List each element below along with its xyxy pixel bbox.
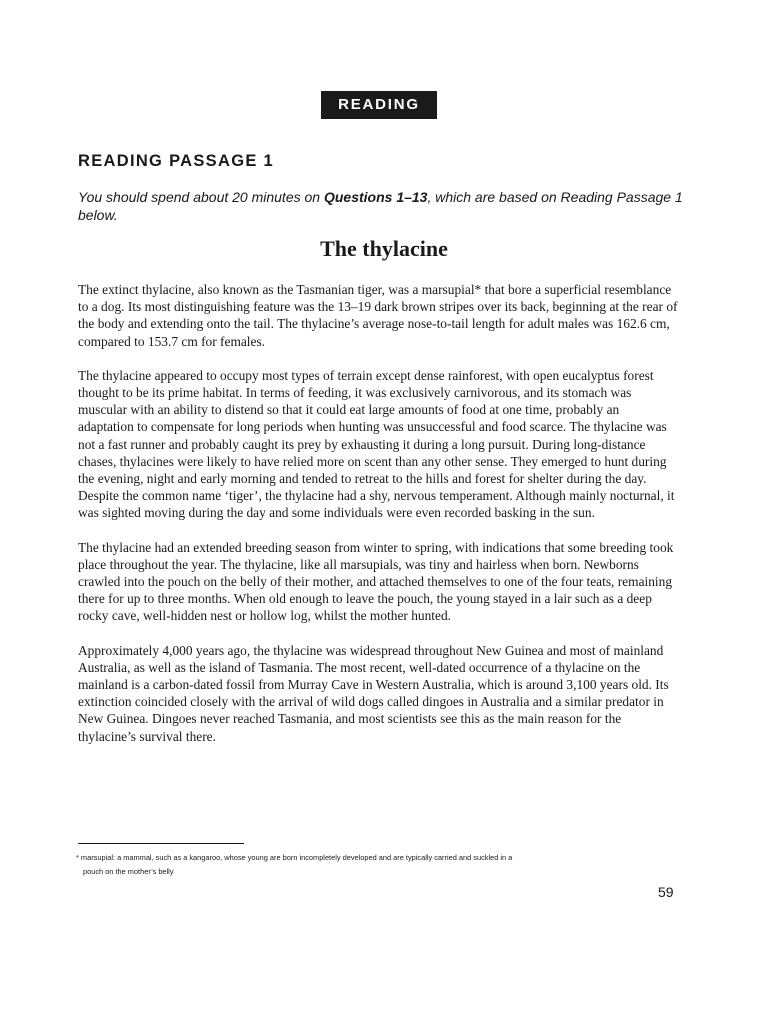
paragraph-1: The extinct thylacine, also known as the Tasmanian tiger, was a marsupial* that bore a superficial resemblance to a dog. Its most distinguishing feature was the 13–19 dark brown stripes over its back, beginning at the rear of the body and extending onto the tail. The thylacine’s average nose-to-tail length for adult males was 162.6 cm, compared to 153.7 cm for females. [78, 282, 678, 349]
passage-heading: READING PASSAGE 1 [78, 152, 274, 170]
instructions-text-2: , which are based on Reading Passage 1 below. [78, 189, 683, 223]
article-title: The thylacine [320, 236, 448, 261]
paragraph-2: The thylacine appeared to occupy most types of terrain except dense rainforest, with open eucalyptus forest thought to be its prime habitat. In terms of feeding, it was exclusively carnivorous, and its stomach was muscular with an ability to distend so that it could eat large amounts of food at one time, probably an adaptation to compensate for long periods when hunting was unsuccessful and food scarce. The thylacine was not a fast runner and probably caught its prey by exhausting it during a long pursuit. During long-distance chases, thylacines were likely to have relied more on scent than any other sense. They emerged to hunt during the evening, night and early morning and tended to retreat to the hills and forest for shelter during the day. Despite the common name ‘tiger’, the thylacine had a shy, nervous temperament. Although mainly nocturnal, it was sighted moving during the day and some individuals were even recorded basking in the sun. [78, 367, 675, 521]
paragraph-4: Approximately 4,000 years ago, the thylacine was widespread throughout New Guinea and most of mainland Australia, as well as the island of Tasmania. The most recent, well-dated occurrence of a thylacine on the mainland is a carbon-dated fossil from Murray Cave in Western Australia, which is around 3,100 years old. Its extinction coincided closely with the arrival of wild dogs called dingoes in Australia and a similar predator in New Guinea. Dingoes never reached Tasmania, and most scientists see this as the main reason for the thylacine’s survival there. [78, 642, 669, 744]
paragraph-3: The thylacine had an extended breeding season from winter to spring, with indications that some breeding took place throughout the year. The thylacine, like all marsupials, was tiny and hairless when born. Newborns crawled into the pouch on the belly of their mother, and attached themselves to one of the four teats, remaining there for up to three months. When old enough to leave the pouch, the young stayed in a lair such as a deep rocky cave, well-hidden nest or hollow log, whilst the mother hunted. [78, 539, 674, 624]
instructions-text-1: You should spend about 20 minutes on [78, 189, 324, 205]
footnote [76, 851, 676, 879]
footnote-line-1: * marsupial: a mammal, such as a kangaroo, whose young are born incompletely developed and are typically carried and suckled in a [76, 853, 513, 862]
section-tag: READING [321, 91, 437, 119]
article-body [78, 281, 678, 762]
instructions [78, 188, 688, 224]
page-number: 59 [658, 884, 674, 900]
instructions-questions: Questions 1–13 [323, 189, 428, 205]
footnote-line-2: pouch on the mother’s belly [83, 867, 174, 876]
footnote-divider [78, 843, 244, 844]
